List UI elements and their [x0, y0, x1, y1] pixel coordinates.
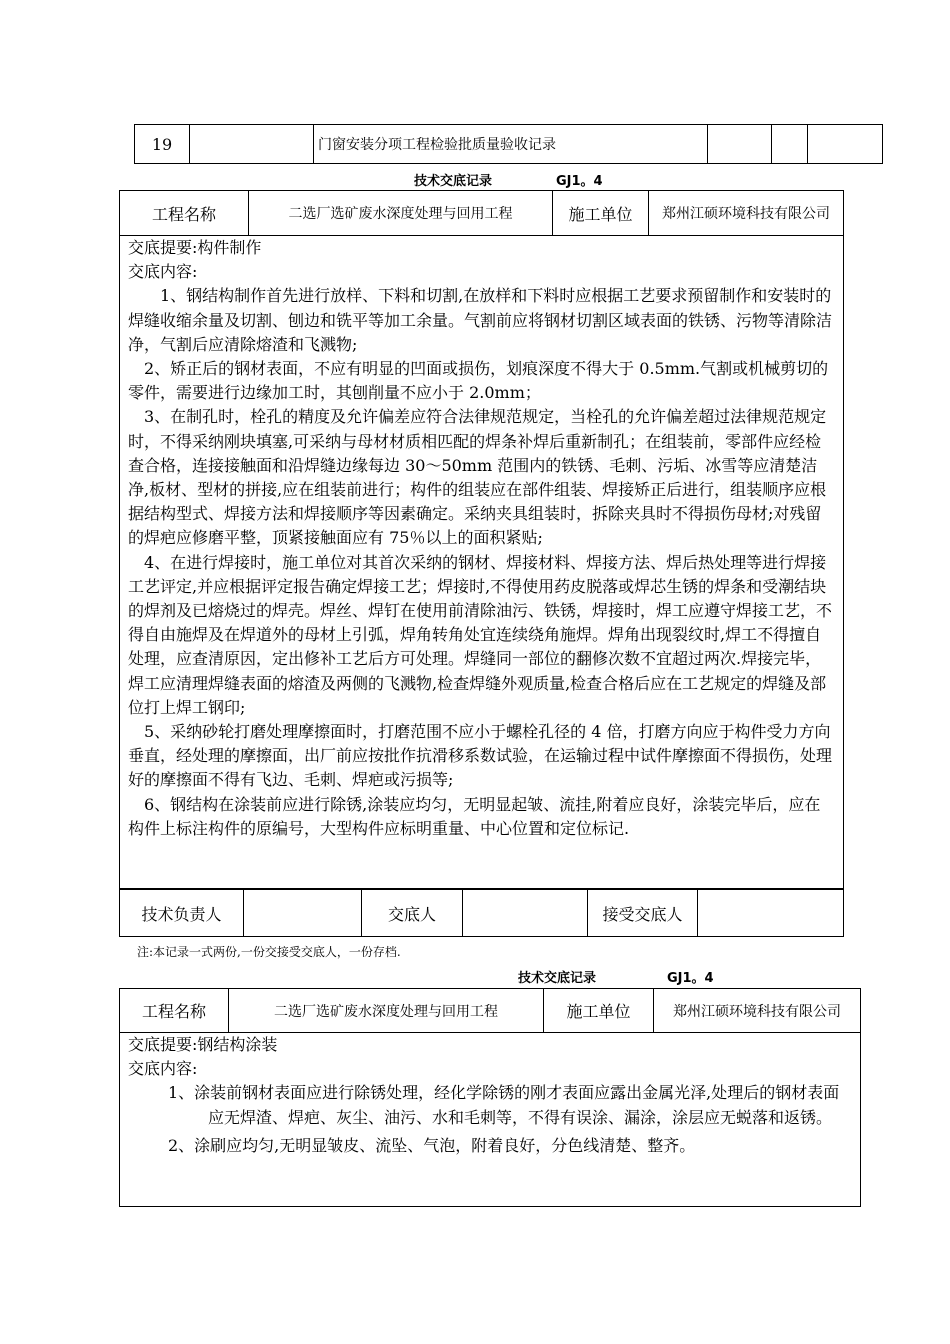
- project-name: 二选厂选矿废水深度处理与回用工程: [229, 989, 544, 1033]
- project-label: 工程名称: [120, 191, 249, 236]
- paragraph-1: 1、钢结构制作首先进行放样、下料和切割,在放样和下料时应根据工艺要求预留制作和安装时的焊缝收缩余量及切割、刨边和铣平等加工余量。气割前应将钢材切割区域表面的铁锈、污物等清除洁净，气割后应清除熔渣和飞溅物;: [128, 286, 833, 354]
- record1-code: GJ1。4: [556, 174, 603, 189]
- receiver-label: 接受交底人: [588, 890, 698, 937]
- row-title: 门窗安装分项工程检验批质量验收记录: [314, 125, 708, 164]
- paragraph-2: 2、矫正后的钢材表面，不应有明显的凹面或损伤，划痕深度不得大于 0.5mm.气割或机械剪切的零件，需要进行边缘加工时，其刨削量不应小于 2.0mm；: [128, 359, 829, 403]
- empty-cell: [708, 125, 772, 164]
- handover-label: 交底人: [362, 890, 463, 937]
- content-label: 交底内容:: [128, 262, 198, 282]
- paragraph-4: 4、在进行焊接时，施工单位对其首次采纳的钢材、焊接材料、焊接方法、焊后热处理等进行焊接工艺评定,并应根据评定报告确定焊接工艺；焊接时,不得使用药皮脱落或焊芯生锈的焊条和受潮结块的焊剂及已熔烧过的焊壳。焊丝、焊钉在使用前清除油污、铁锈，焊接时，焊工应遵守焊接工艺，不得自由施焊及在焊道外的母材上引弧，焊角转角处宜连续绕角施焊。焊角出现裂纹时,焊工不得擅自处理，应查清原因，定出修补工艺后方可处理。焊缝同一部位的翻修次数不宜超过两次.焊接完毕，焊工应清理焊缝表面的熔渣及两侧的飞溅物,检查焊缝外观质量,检查合格后应在工艺规定的焊缝及部位打上焊工钢印;: [128, 552, 833, 717]
- item-1: 1、涂装前钢材表面应进行除锈处理，经化学除锈的刚才表面应露出金属光泽,处理后的钢材表面应无焊渣、焊疤、灰尘、油污、水和毛刺等，不得有误涂、漏涂，涂层应无蜕落和返锈。: [168, 1083, 840, 1127]
- record2-content: [119, 1033, 861, 1207]
- receiver-value: [698, 890, 844, 937]
- top-list-table: [134, 124, 883, 164]
- summary: 交底提要:构件制作: [128, 238, 262, 257]
- unit-label: 施工单位: [544, 989, 654, 1033]
- paragraph-3: 3、在制孔时，栓孔的精度及允许偏差应符合法律规范规定，当栓孔的允许偏差超过法律规范规定时，不得采纳刚块填塞,可采纳与母材材质相匹配的焊条补焊后重新制孔；在组装前，零部件应经检查合格，连接接触面和沿焊缝边缘每边 30～50mm 范围内的铁锈、毛刺、污垢、冰雪等应清楚洁净,板材、型材的拼接,应在组装前进行；构件的组装应在部件组装、焊接矫正后进行，组装顺序应根据结构型式、焊接方法和焊接顺序等因素确定。采纳夹具组装时，拆除夹具时不得损伤母材;对残留的焊疤应修磨平整，顶紧接触面应有 75％以上的面积紧贴;: [128, 407, 827, 548]
- tech-lead-label: 技术负责人: [120, 890, 244, 937]
- record1-content: [119, 236, 844, 889]
- paragraph-6: 6、钢结构在涂装前应进行除锈,涂装应均匀，无明显起皱、流挂,附着应良好，涂装完毕后，应在构件上标注构件的原编号，大型构件应标明重量、中心位置和定位标记.: [128, 794, 821, 838]
- empty-cell: [190, 125, 314, 164]
- record1-info-table: [119, 190, 844, 236]
- summary: 交底提要:钢结构涂装: [128, 1035, 278, 1054]
- record2-title: 技术交底记录: [518, 971, 597, 986]
- content-label: 交底内容:: [128, 1059, 198, 1078]
- unit-name: 郑州江硕环境科技有限公司: [649, 191, 844, 236]
- row-number: 19: [135, 125, 190, 164]
- item-2: 2、涂刷应均匀,无明显皱皮、流坠、气泡，附着良好，分色线清楚、整齐。: [168, 1136, 696, 1155]
- paragraph-5: 5、采纳砂轮打磨处理摩擦面时，打磨范围不应小于螺栓孔径的 4 倍，打磨方向应于构件受力方向垂直，经处理的摩擦面，出厂前应按批作抗滑移系数试验，在运输过程中试件摩擦面不得损伤，处理好的摩擦面不得有飞边、毛刺、焊疤或污损等;: [128, 722, 833, 790]
- project-name: 二选厂选矿废水深度处理与回用工程: [249, 191, 553, 236]
- unit-label: 施工单位: [553, 191, 649, 236]
- record1-note: 注:本记录一式两份,一份交接受交底人，一份存档.: [137, 945, 401, 959]
- record2-code: GJ1。4: [667, 971, 714, 986]
- record2-info-table: [119, 988, 861, 1033]
- empty-cell: [808, 125, 883, 164]
- tech-lead-value: [244, 890, 362, 937]
- unit-name: 郑州江硕环境科技有限公司: [654, 989, 861, 1033]
- record1-title: 技术交底记录: [414, 174, 493, 189]
- empty-cell: [772, 125, 808, 164]
- handover-value: [463, 890, 588, 937]
- project-label: 工程名称: [120, 989, 229, 1033]
- record1-signature-table: [119, 889, 844, 937]
